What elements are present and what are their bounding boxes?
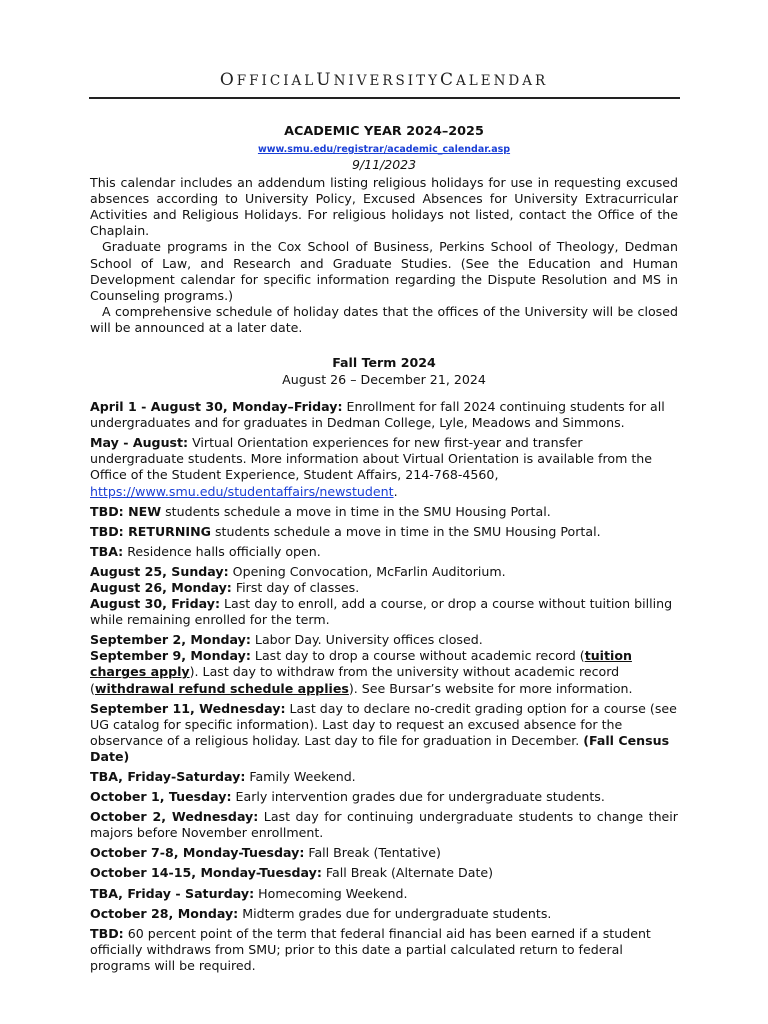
event-date-label: TBA, Friday-Saturday: <box>90 769 246 784</box>
calendar-event <box>90 399 678 431</box>
event-description: Family Weekend. <box>245 769 356 784</box>
event-date-label: October 1, Tuesday: <box>90 789 232 805</box>
event-description: Residence halls officially open. <box>123 543 321 559</box>
calendar-event <box>90 580 678 596</box>
masthead-cap-3: C <box>440 70 457 90</box>
event-description: Last day to declare no-credit grading option for a course (see UG catalog for specific information). Last day to request an excused absence for the observance of a religious holiday. Last day to file for graduation in December. <box>90 700 677 748</box>
event-date-label: TBD: RETURNING <box>90 523 211 539</box>
masthead-rest-2: NIVERSITY <box>333 73 440 89</box>
event-description: Opening Convocation, McFarlin Auditorium. <box>228 563 506 579</box>
event-date-label: TBD: <box>90 925 124 941</box>
event-date-label: TBA, Friday - Saturday: <box>90 885 255 901</box>
calendar-event <box>90 906 678 922</box>
calendar-event <box>90 504 678 520</box>
withdrawal-refund-link[interactable]: withdrawal refund schedule applies <box>94 680 349 696</box>
masthead-rest-3: ALENDAR <box>456 73 549 89</box>
event-description: Last day for continuing undergraduate students to change their majors before November enrollment. <box>90 809 678 841</box>
masthead-cap-2: U <box>316 70 334 90</box>
calendar-event <box>90 524 678 540</box>
event-description: Labor Day. University offices closed. <box>250 632 483 648</box>
event-description: 60 percent point of the term that federal financial aid has been earned if a student officially withdraws from SMU; prior to this date a partial calculated return to federal programs will be required. <box>90 925 651 973</box>
calendar-event <box>90 769 678 785</box>
term-title: Fall Term 2024 <box>332 355 436 371</box>
calendar-event <box>90 632 678 648</box>
new-student-link[interactable]: https://www.smu.edu/studentaffairs/newstudent <box>90 483 394 499</box>
event-date-label: TBD: NEW <box>90 503 162 519</box>
calendar-event <box>90 701 678 765</box>
masthead-rest-1: FFICIAL <box>236 73 317 89</box>
event-description-tail: . <box>393 483 398 499</box>
academic-year-title: ACADEMIC YEAR 2024–2025 <box>284 124 484 139</box>
calendar-date: 9/11/2023 <box>351 157 417 173</box>
event-description: Homecoming Weekend. <box>254 885 408 901</box>
intro-paragraph-2: Graduate programs in the Cox School of Business, Perkins School of Theology, Dedman School of Law, and Research and Graduate Studies. (See the Education and Human Development calendar for specific information regarding the Dispute Resolution and MS in Counseling programs.) <box>90 239 678 303</box>
masthead-cap-1: O <box>219 70 237 90</box>
event-date-label: August 25, Sunday: <box>90 563 229 579</box>
intro-paragraph-3: A comprehensive schedule of holiday dates that the offices of the University will be closed will be announced at a later date. <box>90 303 678 335</box>
event-description: Midterm grades due for undergraduate students. <box>238 905 552 921</box>
event-description-tail: ). See Bursar’s website for more information. <box>348 680 633 696</box>
event-description: Early intervention grades due for undergraduate students. <box>231 789 605 805</box>
event-date-label: September 2, Monday: <box>90 632 251 648</box>
term-dates: August 26 – December 21, 2024 <box>282 372 486 388</box>
event-description: Virtual Orientation experiences for new first-year and transfer undergraduate students. More information about Virtual Orientation is available from the Office of the Student Experience, Student Affairs, 214-768-4560, <box>90 435 653 483</box>
event-date-label: October 28, Monday: <box>90 905 239 921</box>
event-description: Fall Break (Tentative) <box>304 845 441 861</box>
event-list <box>90 399 678 974</box>
event-description: Fall Break (Alternate Date) <box>321 865 494 881</box>
intro-paragraph-1: This calendar includes an addendum listing religious holidays for use in requesting excused absences according to University Policy, Excused Absences for University Extracurricular Activities and Religious Holidays. For religious holidays not listed, contact the Office of the Chaplain. <box>90 175 678 239</box>
event-date-label: April 1 - August 30, Monday–Friday: <box>90 399 343 415</box>
event-date-label: September 9, Monday: <box>90 648 251 664</box>
event-date-label: October 2, Wednesday: <box>90 809 259 825</box>
census-date-note: (Fall Census Date) <box>90 732 670 764</box>
calendar-event <box>90 809 678 841</box>
event-description: First day of classes. <box>231 579 360 595</box>
document-body <box>90 124 678 974</box>
calendar-event <box>90 789 678 805</box>
calendar-event <box>90 886 678 902</box>
event-date-label: August 26, Monday: <box>90 579 232 595</box>
calendar-event <box>90 926 678 974</box>
calendar-event <box>90 564 678 580</box>
event-description: Last day to enroll, add a course, or drop a course without tuition billing while remaining enrolled for the term. <box>90 596 673 628</box>
event-description-cont: ). Last day to withdraw from the university without academic record ( <box>90 664 620 696</box>
event-description: students schedule a move in time in the SMU Housing Portal. <box>161 503 551 519</box>
tuition-charges-link[interactable]: tuition charges apply <box>90 648 632 680</box>
calendar-event <box>90 596 678 628</box>
masthead-title <box>0 70 768 90</box>
event-date-label: September 11, Wednesday: <box>90 700 286 716</box>
event-date-label: October 14-15, Monday-Tuesday: <box>90 865 322 881</box>
event-description: students schedule a move in time in the SMU Housing Portal. <box>210 523 601 539</box>
calendar-event <box>90 544 678 560</box>
calendar-url-link[interactable]: www.smu.edu/registrar/academic_calendar.asp <box>257 144 511 155</box>
calendar-event <box>90 435 678 499</box>
calendar-event <box>90 648 678 696</box>
event-date-label: October 7-8, Monday-Tuesday: <box>90 845 305 861</box>
header-divider <box>89 97 680 99</box>
event-date-label: TBA: <box>90 543 124 559</box>
calendar-event <box>90 845 678 861</box>
event-date-label: August 30, Friday: <box>90 596 220 612</box>
event-description: Last day to drop a course without academic record ( <box>250 648 585 664</box>
event-description: Enrollment for fall 2024 continuing students for all undergraduates and for graduates in Dedman College, Lyle, Meadows and Simmons. <box>90 399 665 431</box>
event-date-label: May - August: <box>90 435 189 451</box>
calendar-event <box>90 865 678 881</box>
